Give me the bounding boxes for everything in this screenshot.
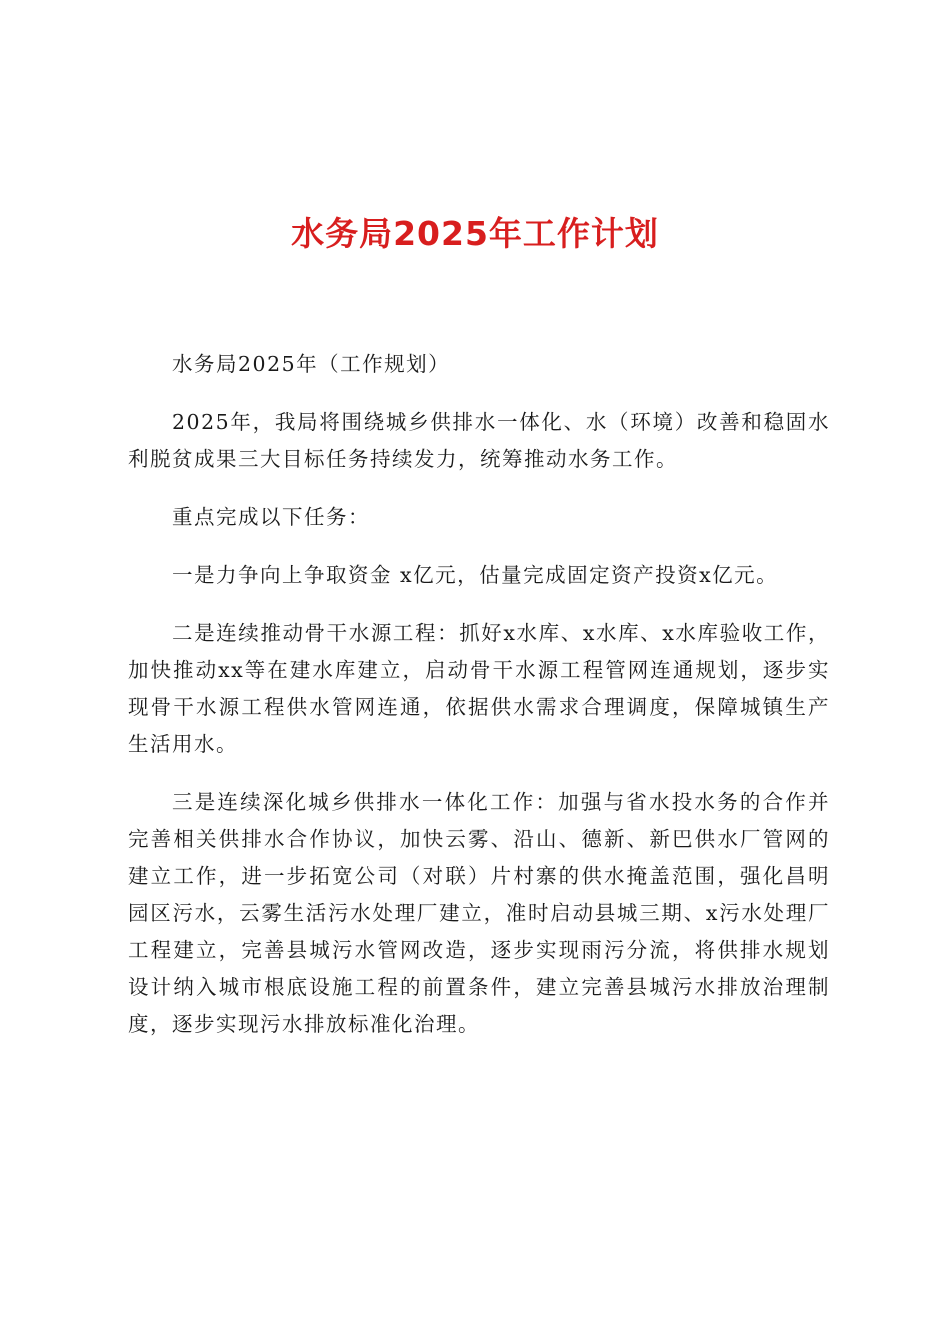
paragraph-task-two: 二是连续推动骨干水源工程：抓好x水库、x水库、x水库验收工作，加快推动xx等在建水库建立，启动骨干水源工程管网连通规划，逐步实现骨干水源工程供水管网连通，依据供水需求合理调度，保障城镇生产生活用水。 xyxy=(128,621,830,756)
document-title: 水务局2025年工作计划 xyxy=(291,214,659,253)
paragraph-tasks-heading: 重点完成以下任务： xyxy=(172,505,370,529)
paragraph-task-one: 一是力争向上争取资金 x亿元，估量完成固定资产投资x亿元。 xyxy=(172,563,779,587)
paragraph-task-three: 三是连续深化城乡供排水一体化工作：加强与省水投水务的合作并完善相关供排水合作协议，加快云雾、沿山、德新、新巴供水厂管网的建立工作，进一步拓宽公司（对联）片村寨的供水掩盖范围，强化昌明园区污水，云雾生活污水处理厂建立，准时启动县城三期、x污水处理厂工程建立，完善县城污水管网改造，逐步实现雨污分流，将供排水规划设计纳入城市根底设施工程的前置条件，建立完善县城污水排放治理制度，逐步实现污水排放标准化治理。 xyxy=(128,790,830,1036)
paragraph-intro: 2025年，我局将围绕城乡供排水一体化、水（环境）改善和稳固水利脱贫成果三大目标任务持续发力，统筹推动水务工作。 xyxy=(128,410,830,471)
paragraph-subtitle: 水务局2025年（工作规划） xyxy=(172,352,451,376)
document-body xyxy=(128,346,830,1064)
